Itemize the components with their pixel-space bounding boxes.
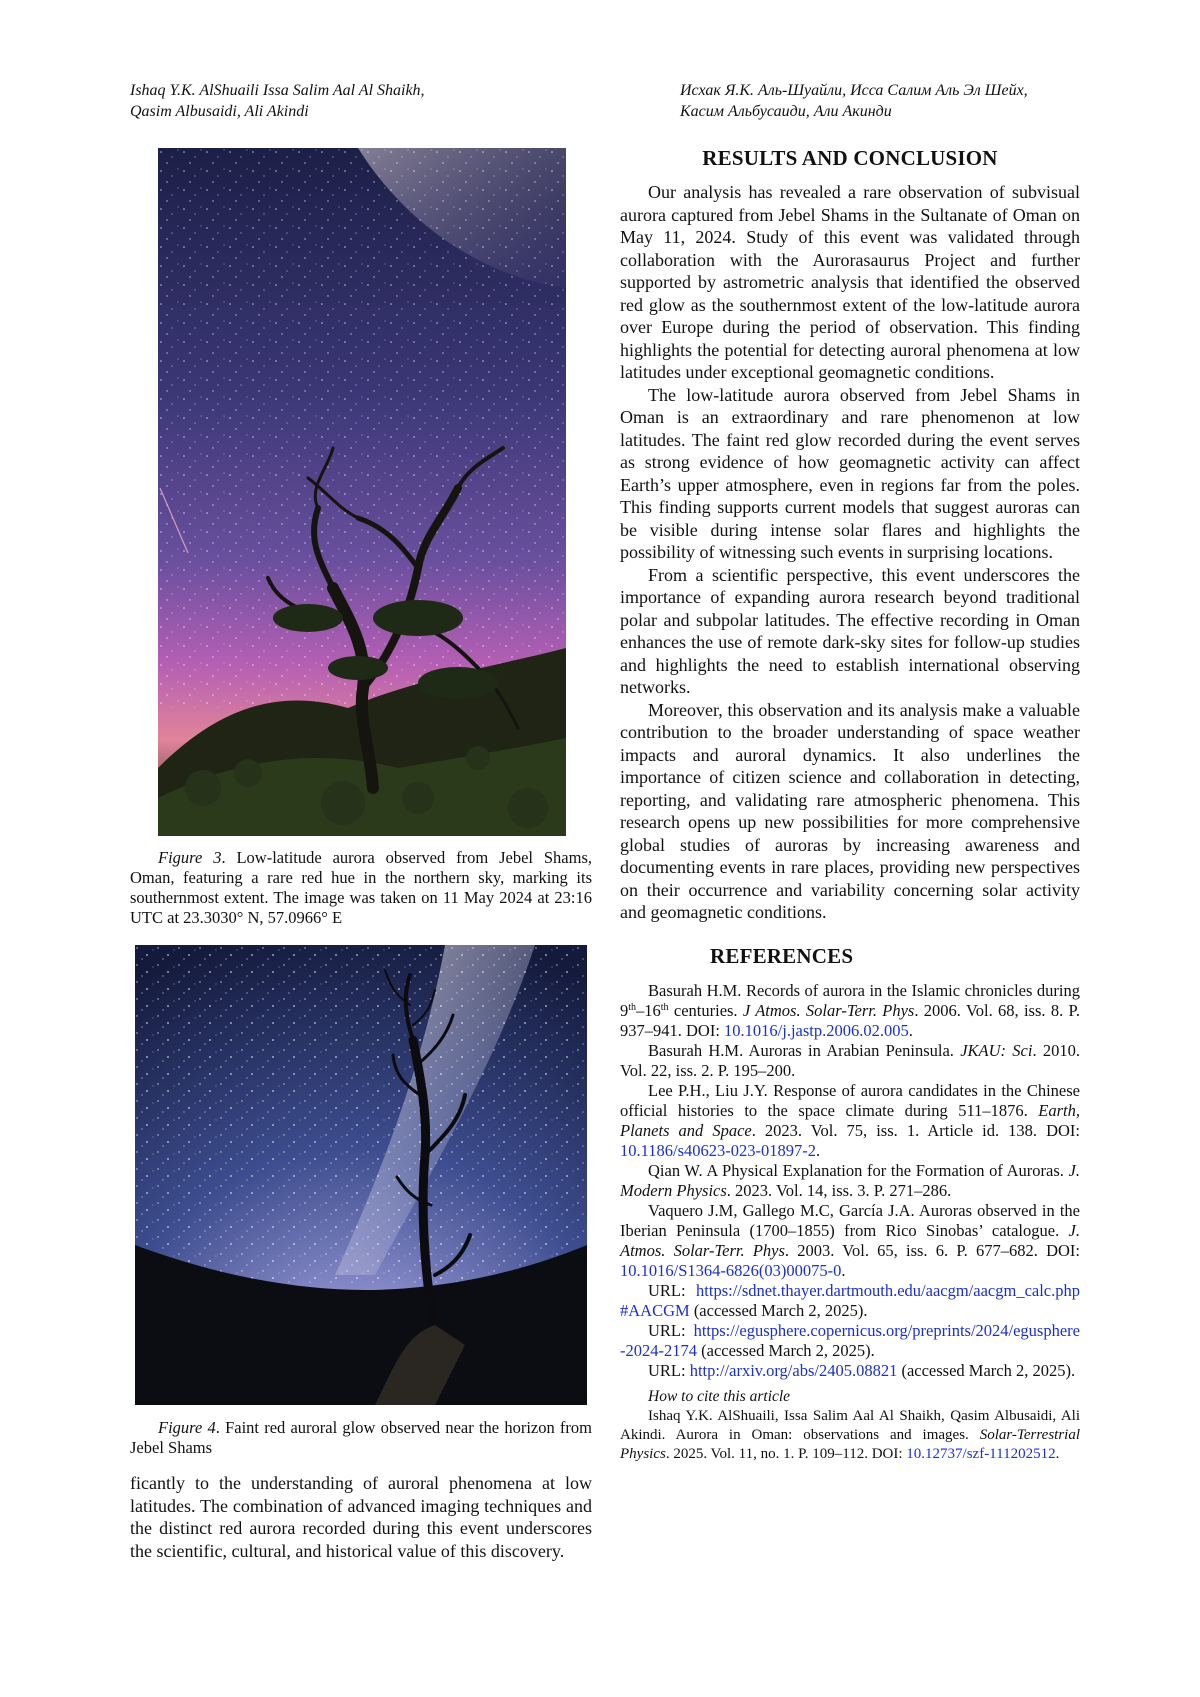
ref-text: Vaquero J.M, Gallego M.C, García J.A. Auroras observed in the Iberian Peninsula (1700–1855) from Rico Sinobas’ catalogue.: [620, 1201, 1080, 1240]
cite-text: . 2025. Vol. 11, no. 1. P. 109–112. DOI:: [666, 1446, 906, 1462]
header-authors-ru-line2: Касим Альбусаиди, Али Акинди: [680, 103, 892, 120]
figure-4-image: [135, 945, 587, 1405]
header-authors-line1: Ishaq Y.K. AlShuaili Issa Salim Aal Al Shaikh,: [130, 82, 425, 99]
references-list: [620, 981, 1080, 1381]
ref-url-link[interactable]: http://arxiv.org/abs/2405.08821: [690, 1361, 898, 1380]
reference-item: [620, 981, 1080, 1041]
ref-text: (accessed March 2, 2025).: [897, 1361, 1075, 1380]
figure-4-caption-text: . Faint red auroral glow observed near the horizon from Jebel Shams: [130, 1418, 592, 1457]
ref-sup: th: [661, 1002, 669, 1013]
ref-text: . 2006. Vol. 68, iss. 8. P. 937–941. DOI:: [620, 1001, 1080, 1040]
how-to-cite-label: How to cite this article: [648, 1387, 1080, 1407]
ref-text: Qian W. A Physical Explanation for the Formation of Auroras.: [648, 1161, 1069, 1180]
ref-sup: th: [628, 1002, 636, 1013]
ref-doi-link[interactable]: 10.1016/j.jastp.2006.02.005: [724, 1021, 909, 1040]
figure-4-caption: [130, 1418, 592, 1458]
ref-text: .: [841, 1261, 845, 1280]
ref-doi-link[interactable]: 10.1186/s40623-023-01897-2: [620, 1141, 816, 1160]
ref-text: . 2023. Vol. 75, iss. 1. Article id. 138. DOI:: [752, 1121, 1080, 1140]
figure-3-image: [158, 148, 566, 836]
left-column-continuation: ficantly to the understanding of auroral phenomena at low latitudes. The combination of advanced imaging techniques and the distinct red aurora recorded during this event underscores the scientific, cultural, and historical value of this discovery.: [130, 1472, 592, 1562]
reference-item: [620, 1201, 1080, 1281]
ref-journal: Earth, Planets and Space: [620, 1101, 1080, 1140]
ref-journal: J. Atmos. Solar-Terr. Phys: [620, 1221, 1080, 1260]
ref-url-link[interactable]: https://sdnet.thayer.dartmouth.edu/aacgm/aacgm_calc.php#AACGM: [620, 1281, 1080, 1320]
ref-text: URL:: [648, 1361, 690, 1380]
ref-text: centuries.: [669, 1001, 743, 1020]
figure-3-label: Figure 3: [158, 848, 221, 867]
cite-text: Ishaq Y.K. AlShuaili, Issa Salim Aal Al Shaikh, Qasim Albusaidi, Ali Akindi. Aurora in Oman: observations and images.: [620, 1408, 1080, 1443]
ref-text: .: [909, 1021, 913, 1040]
ref-text: –16: [636, 1001, 661, 1020]
running-header-left: [130, 80, 600, 122]
results-paragraph-3: From a scientific perspective, this event underscores the importance of expanding aurora research beyond traditional polar and subpolar latitudes. The effective recording in Oman enhances the use of remote dark-sky sites for follow-up studies and highlights the need to establish international observing networks.: [620, 564, 1080, 699]
right-column: [620, 146, 1080, 1464]
ref-text: . 2023. Vol. 14, iss. 3. P. 271–286.: [727, 1181, 951, 1200]
figure-4-label: Figure 4: [158, 1418, 216, 1437]
cite-text: .: [1056, 1446, 1060, 1462]
results-heading: RESULTS AND CONCLUSION: [620, 146, 1080, 171]
cite-journal: Solar-Terrestrial Physics: [620, 1427, 1080, 1462]
ref-journal: J. Modern Physics: [620, 1161, 1080, 1200]
reference-item: [620, 1281, 1080, 1321]
aurora-tree-photo: [158, 148, 566, 836]
ref-text: . 2003. Vol. 65, iss. 6. P. 677–682. DOI:: [785, 1241, 1080, 1260]
header-authors-ru-line1: Исхак Я.К. Аль-Шуайли, Исса Салим Аль Эл Шейх,: [680, 82, 1028, 99]
citation-text: [620, 1407, 1080, 1464]
reference-item: [620, 1041, 1080, 1081]
ref-text: Lee P.H., Liu J.Y. Response of aurora candidates in the Chinese official histories to the space climate during 511–1876.: [620, 1081, 1080, 1120]
ref-text: (accessed March 2, 2025).: [697, 1341, 875, 1360]
results-paragraph-4: Moreover, this observation and its analysis make a valuable contribution to the broader understanding of space weather impacts and auroral dynamics. It also underlines the importance of citizen science and collaboration in detecting, reporting, and validating rare atmospheric phenomena. This research opens up new possibilities for more comprehensive global studies of auroras by increasing awareness and documenting events in rare places, providing new perspectives on their occurrence and variability concerning solar activity and geomagnetic conditions.: [620, 699, 1080, 924]
reference-item: [620, 1161, 1080, 1201]
ref-text: URL:: [648, 1281, 696, 1300]
ref-text: (accessed March 2, 2025).: [690, 1301, 868, 1320]
ref-journal: JKAU: Sci: [960, 1041, 1032, 1060]
results-paragraph-2: The low-latitude aurora observed from Jebel Shams in Oman is an extraordinary and rare phenomenon at low latitudes. The faint red glow recorded during the event serves as strong evidence of how geomagnetic activity can affect Earth’s upper atmosphere, even in regions far from the poles. This finding supports current models that suggest auroras can be visible during intense solar flares and highlights the possibility of witnessing such events in surprising locations.: [620, 384, 1080, 564]
ref-text: Basurah H.M. Auroras in Arabian Peninsula.: [648, 1041, 960, 1060]
figure-3-caption-text: . Low-latitude aurora observed from Jebel Shams, Oman, featuring a rare red hue in the northern sky, marking its southernmost extent. The image was taken on 11 May 2024 at 23:16 UTC at 23.3030° N, 57.0966° E: [130, 848, 592, 927]
ref-text: .: [816, 1141, 820, 1160]
ref-doi-link[interactable]: 10.1016/S1364-6826(03)00075-0: [620, 1261, 841, 1280]
ref-text: . 2010. Vol. 22, iss. 2. P. 195–200.: [620, 1041, 1080, 1080]
header-authors-line2: Qasim Albusaidi, Ali Akindi: [130, 103, 309, 120]
ref-url-link[interactable]: https://egusphere.copernicus.org/preprints/2024/egusphere-2024-2174: [620, 1321, 1080, 1360]
milky-way-tree-photo: [135, 945, 587, 1405]
cite-doi-link[interactable]: 10.12737/szf-111202512: [906, 1446, 1055, 1462]
reference-item: [620, 1361, 1080, 1381]
reference-item: [620, 1081, 1080, 1161]
reference-item: [620, 1321, 1080, 1361]
ref-text: Basurah H.M. Records of aurora in the Islamic chronicles during 9: [620, 981, 1080, 1020]
references-heading: REFERENCES: [620, 944, 1080, 969]
results-paragraph-1: Our analysis has revealed a rare observation of subvisual aurora captured from Jebel Shams in the Sultanate of Oman on May 11, 2024. Study of this event was validated through collaboration with the Aurorasaurus Project and further supported by astrometric analysis that identified the observed red glow as the southernmost extent of the low-latitude aurora over Europe during the period of observation. This finding highlights the potential for detecting auroral phenomena at low latitudes under exceptional geomagnetic conditions.: [620, 181, 1080, 384]
running-header-right: [680, 80, 1120, 122]
ref-journal: J Atmos. Solar-Terr. Phys: [743, 1001, 914, 1020]
figure-3-caption: [130, 848, 592, 928]
ref-text: URL:: [648, 1321, 694, 1340]
